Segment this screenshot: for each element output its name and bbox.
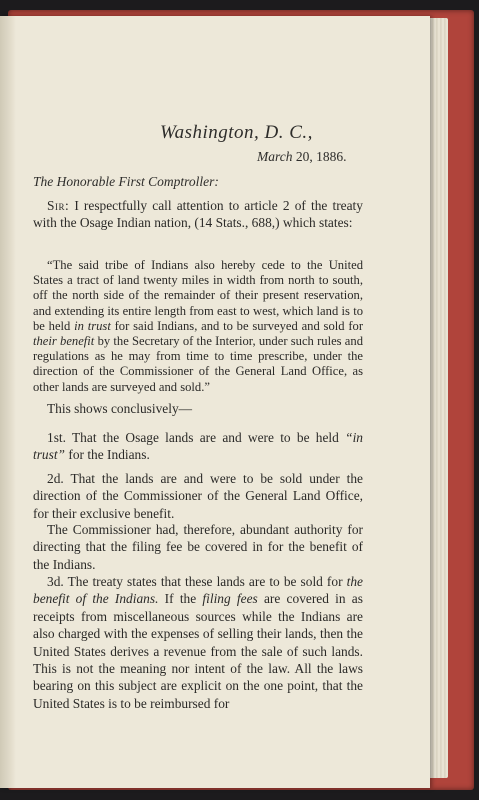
treaty-quote bbox=[33, 258, 363, 395]
date-month: March bbox=[257, 149, 293, 164]
letter-place: Washington, D. C., bbox=[160, 122, 313, 143]
salutation: Sir: bbox=[47, 198, 70, 213]
page-gutter bbox=[0, 16, 16, 788]
paragraph-6-a: 3d. The treaty states that these lands are to be sold for bbox=[47, 574, 343, 589]
paragraph-6-filing-fees: filing fees bbox=[202, 591, 258, 607]
paragraph-3-in-trust: “in trust” bbox=[33, 430, 364, 463]
quote-part-c: for said Indians, and to be surveyed and sold for bbox=[114, 318, 364, 333]
paragraph-5: The Commissioner had, therefore, abundant authority for directing that the filing fee be covered in for the benefit of the Indians. bbox=[33, 522, 363, 572]
paragraph-6-benefit: the benefit of the Indians. bbox=[33, 574, 363, 607]
paragraph-3-a: 1st. That the Osage lands are and were to be held bbox=[47, 430, 339, 445]
paragraph-4: 2d. That the lands are and were to be sold under the direction of the Commissioner of the General Land Office, for their exclusive benefit. bbox=[33, 471, 363, 521]
letter-addressee: The Honorable First Comptroller: bbox=[33, 174, 219, 189]
quote-part-a: “The said tribe of Indians also hereby cede to the United States a tract of land twenty miles in width from north to south, off the north side of the remainder of their present reservation, and extending its entire length from east to west, which land is to be held bbox=[33, 258, 363, 333]
quote-in-trust: in trust bbox=[74, 318, 111, 333]
paragraph-3 bbox=[33, 429, 363, 464]
paragraph-1-text: I respectfully call attention to article 2 of the treaty with the Osage Indian nation, (14 Stats., 688,) which states: bbox=[33, 198, 363, 231]
quote-part-e: by the Secretary of the Interior, under such rules and regulations as he may from time to time prescribe, under the direction of the Commissioner of the General Land Office, as other lands are surveyed and sold.” bbox=[33, 334, 363, 394]
paragraph-3-c: for the Indians. bbox=[68, 447, 150, 463]
letter-date bbox=[257, 149, 347, 165]
paragraph-6 bbox=[33, 573, 363, 712]
date-rest: 20, 1886. bbox=[295, 149, 347, 164]
quote-their-benefit: their benefit bbox=[33, 334, 95, 349]
paragraph-2: This shows conclusively— bbox=[47, 401, 193, 416]
paragraph-1 bbox=[33, 197, 363, 232]
paragraph-6-e: are covered in as receipts from miscellaneous sources while the Indians are also charged with the expenses of selling their lands, then the United States derives a revenue from the sale of such lands. This is not the meaning nor intent of the law. All the laws bearing on this subject are explicit on the one point, that the United States is to be reimbursed for bbox=[33, 591, 363, 711]
paragraph-6-c: If the bbox=[164, 591, 197, 607]
